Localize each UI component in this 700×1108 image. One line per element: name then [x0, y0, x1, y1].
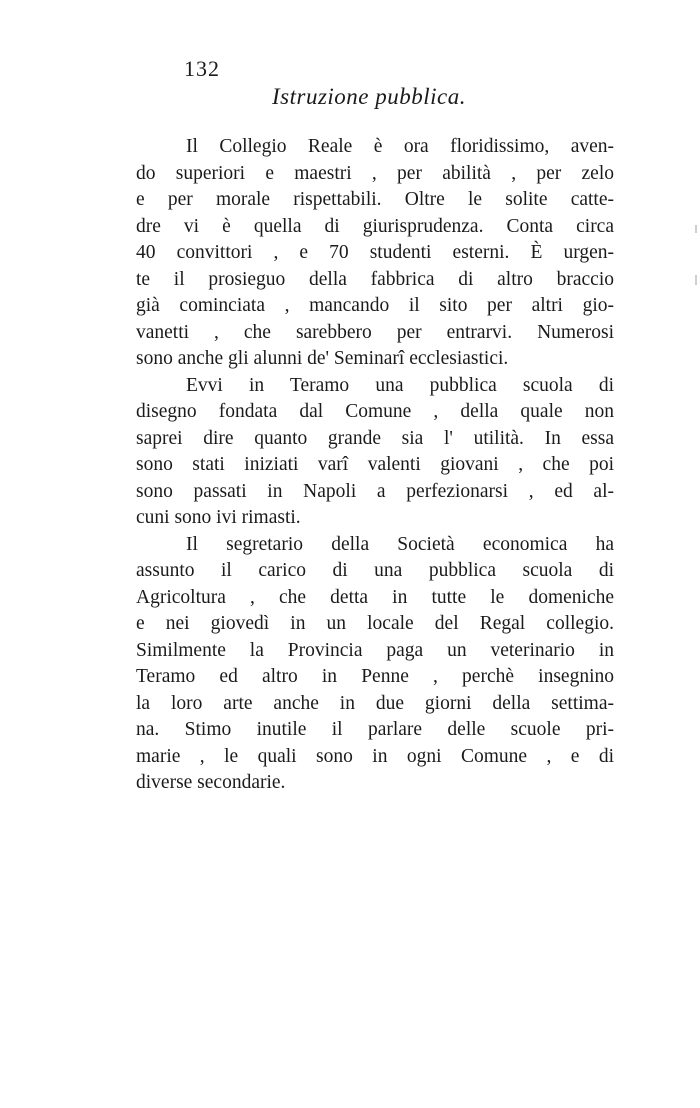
text-line: 40 convittori , e 70 studenti esterni. È urgen-: [136, 242, 614, 263]
page-edge-mark: [695, 275, 697, 285]
text-line: saprei dire quanto grande sia l' utilità. In essa: [136, 427, 614, 449]
text-line: vanetti , che sarebbero per entrarvi. Numerosi: [136, 321, 614, 343]
text-line: diverse secondarie.: [136, 772, 286, 793]
text-line: assunto il carico di una pubblica scuola di: [136, 560, 614, 581]
body-text: [136, 134, 614, 797]
text-line: Teramo ed altro in Penne , perchè insegnino: [136, 666, 614, 687]
text-line: Evvi in Teramo una pubblica scuola di: [186, 374, 614, 396]
text-line: Agricoltura , che detta in tutte le domeniche: [136, 586, 614, 608]
page-number: 132: [184, 56, 220, 81]
text-line: Similmente la Provincia paga un veterinario in: [136, 639, 614, 661]
text-line: e per morale rispettabili. Oltre le solite catte-: [136, 189, 614, 210]
text-line: e nei giovedì in un locale del Regal collegio.: [136, 613, 614, 634]
text-line: do superiori e maestri , per abilità , per zelo: [136, 162, 614, 184]
text-line: te il prosieguo della fabbrica di altro braccio: [136, 268, 614, 290]
text-line: Il segretario della Società economica ha: [186, 533, 614, 555]
text-line: sono anche gli alunni de' Seminarî ecclesiastici.: [136, 348, 509, 369]
text-line: marie , le quali sono in ogni Comune , e di: [136, 745, 614, 767]
text-line: na. Stimo inutile il parlare delle scuole pri-: [136, 719, 614, 740]
text-line: sono passati in Napoli a perfezionarsi , ed al-: [136, 480, 614, 502]
text-line: già cominciata , mancando il sito per altri gio-: [136, 295, 614, 316]
text-line: sono stati iniziati varî valenti giovani , che poi: [136, 454, 614, 475]
text-line: la loro arte anche in due giorni della settima-: [136, 692, 614, 714]
page-edge-mark: [695, 225, 697, 233]
text-line: dre vi è quella di giurisprudenza. Conta circa: [136, 215, 614, 237]
running-title: Istruzione pubblica.: [272, 84, 466, 109]
text-line: cuni sono ivi rimasti.: [136, 507, 301, 528]
text-line: disegno fondata dal Comune , della quale non: [136, 401, 614, 422]
text-line: Il Collegio Reale è ora floridissimo, aven-: [186, 136, 614, 157]
